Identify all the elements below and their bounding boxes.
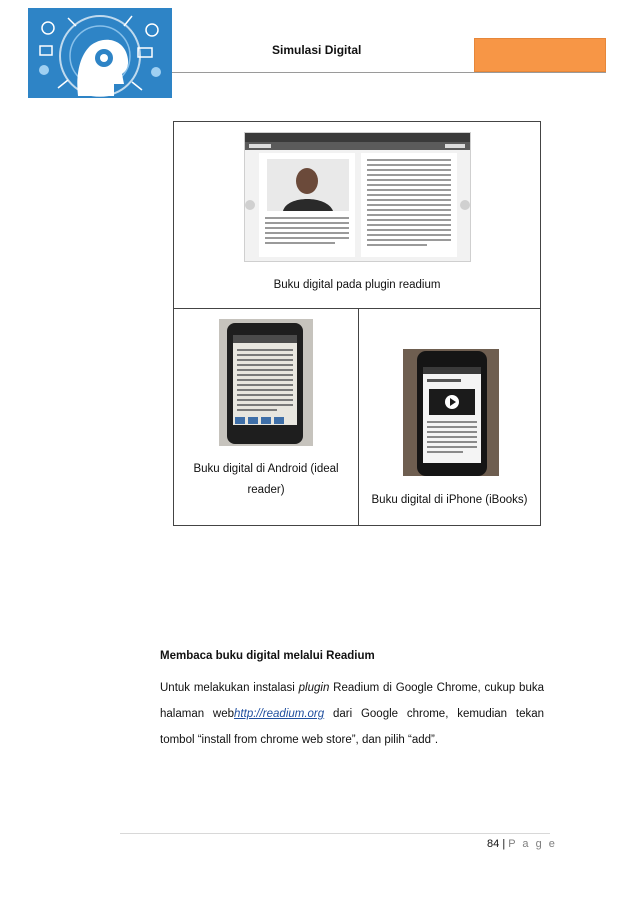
digital-head-gears-logo-icon (28, 8, 172, 98)
para-text-2: Readium di Google Chrome, cukup buka halaman web (160, 682, 544, 720)
readium-screenshot-image (244, 132, 471, 262)
iphone-image (403, 349, 499, 476)
para-italic-plugin: plugin (298, 682, 330, 694)
page-label: P a g e (508, 838, 557, 850)
page-header-title: Simulasi Digital (272, 43, 362, 57)
para-text-3: dari Google chrome, kemudian tekan tombol “install from chrome web store”, dan pilih “add”. (160, 708, 545, 746)
header-accent-tab (474, 38, 606, 72)
readium-cell (174, 122, 541, 309)
iphone-caption: Buku digital di iPhone (iBooks) (371, 494, 528, 506)
para-text-1: Untuk melakukan instalasi (160, 682, 299, 694)
iphone-cell (359, 309, 541, 526)
logo (28, 8, 172, 98)
android-phone-image (219, 319, 313, 446)
page-footer (487, 838, 557, 850)
android-caption: Buku digital di Android (ideal reader) (193, 463, 339, 496)
footer-divider (120, 833, 550, 834)
page-number: 84 (487, 838, 500, 850)
page-separator: | (502, 838, 506, 850)
readium-caption: Buku digital pada plugin readium (273, 279, 441, 291)
body-paragraph (160, 675, 544, 753)
figures-table (173, 121, 541, 526)
section-heading: Membaca buku digital melalui Readium (160, 650, 375, 662)
readium-link[interactable]: http://readium.org (234, 708, 325, 720)
android-cell (174, 309, 359, 526)
header-divider (172, 72, 606, 73)
